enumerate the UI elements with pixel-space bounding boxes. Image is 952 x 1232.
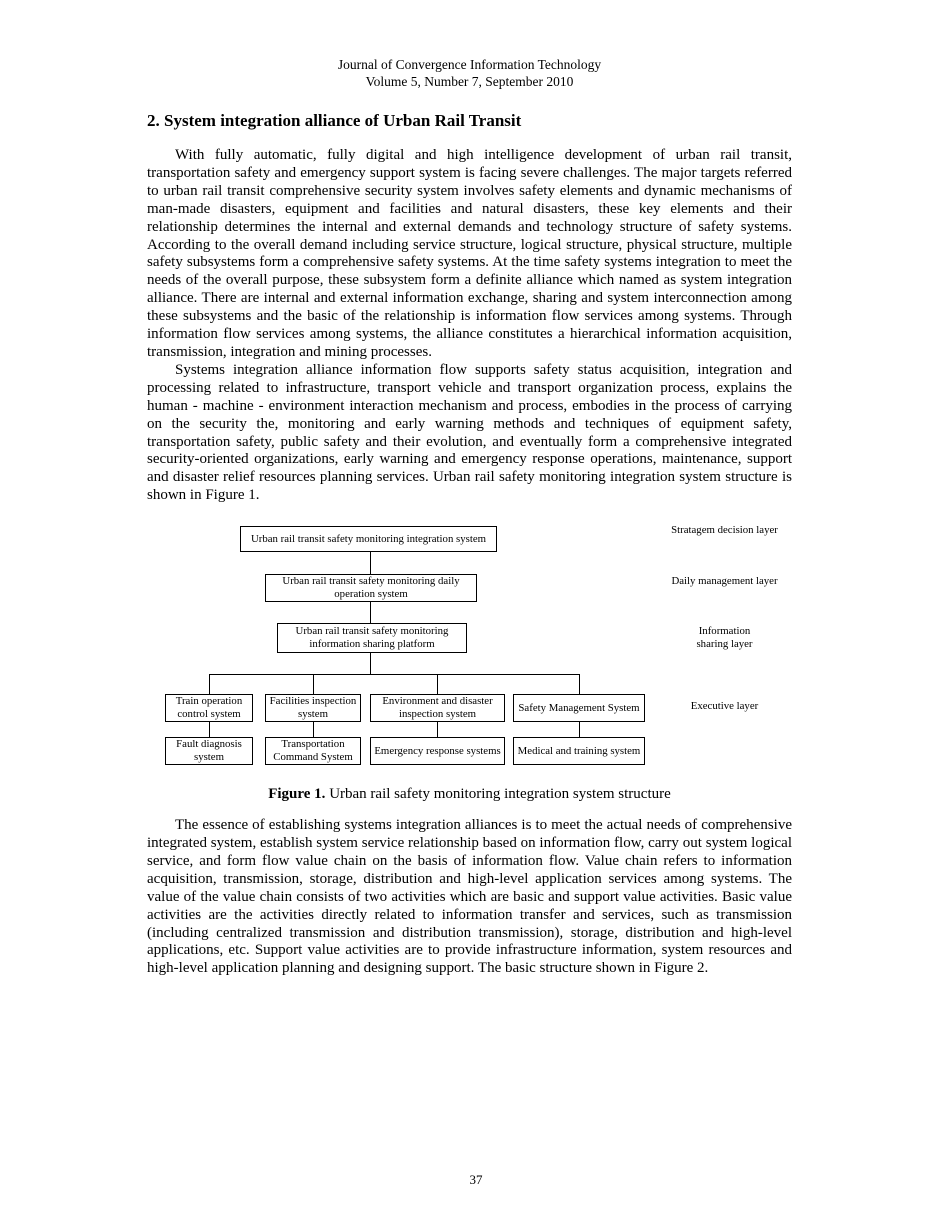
- box-fault-diagnosis: Fault diagnosis system: [165, 737, 253, 765]
- page-number: 37: [469, 1172, 483, 1187]
- box-train-operation-control: Train operation control system: [165, 694, 253, 722]
- box-daily-operation-system: Urban rail transit safety monitoring daily operation system: [265, 574, 477, 602]
- connector-line-drop-2: [313, 674, 314, 694]
- connector-line-main-vertical: [370, 552, 371, 674]
- page-content: [147, 0, 792, 978]
- figure1-diagram: [147, 519, 792, 779]
- box-medical-training: Medical and training system: [513, 737, 645, 765]
- figure1-caption: [147, 785, 792, 803]
- connector-line-link-4: [579, 722, 580, 737]
- box-transportation-command: Transportation Command System: [265, 737, 361, 765]
- connector-line-drop-4: [579, 674, 580, 694]
- connector-line-drop-3: [437, 674, 438, 694]
- paragraph-3: The essence of establishing systems integration alliances is to meet the actual needs of comprehensive integrated system, establish system service relationship based on information flow, carry out system logical service, and form flow value chain on the basis of information flow. Value chain refers to information acquisition, transmission, storage, distribution and high-level application services among systems. The value of the value chain consists of two activities which are basic and support value activities. Basic value activities are the activities directly related to information transfer and services, such as transmission (including centralized transmission and distribution transmission), storage, distribution and high-level applications, etc. Support value activities are to provide infrastructure information, system resources and high-level application planning and designing support. The basic structure shown in Figure 2.: [147, 817, 792, 977]
- connector-line-link-1: [209, 722, 210, 737]
- journal-header: [147, 0, 792, 90]
- section-heading: 2. System integration alliance of Urban Rail Transit: [147, 111, 522, 130]
- connector-line-drop-1: [209, 674, 210, 694]
- layer-label-daily-management: Daily management layer: [671, 575, 778, 588]
- connector-line-link-3: [437, 722, 438, 737]
- connector-line-link-2: [313, 722, 314, 737]
- paragraph-2: Systems integration alliance information flow supports safety status acquisition, integration and processing related to infrastructure, transport vehicle and transport organization process, explains the human - machine - environment interaction mechanism and process, embodies in the process of carrying on the security the, monitoring and early warning methods and techniques of equipment safety, transportation safety, public safety and their evolution, and eventually form a comprehensive integrated security-oriented organizations, early warning and emergency response operations, maintenance, support and disaster relief resources planning services. Urban rail safety monitoring integration system structure is shown in Figure 1.: [147, 361, 792, 504]
- journal-title: Journal of Convergence Information Technology: [337, 57, 602, 72]
- layer-label-executive: Executive layer: [690, 700, 759, 713]
- layer-label-stratagem-decision: Stratagem decision layer: [671, 524, 778, 537]
- journal-volume: Volume 5, Number 7, September 2010: [365, 73, 574, 89]
- connector-line-horizontal: [209, 674, 580, 675]
- box-emergency-response: Emergency response systems: [370, 737, 505, 765]
- box-integration-system: Urban rail transit safety monitoring integration system: [240, 526, 497, 552]
- box-information-sharing-platform: Urban rail transit safety monitoring information sharing platform: [277, 623, 467, 653]
- layer-label-information-sharing: Information sharing layer: [696, 625, 753, 651]
- box-environment-disaster-inspection: Environment and disaster inspection system: [370, 694, 505, 722]
- box-facilities-inspection: Facilities inspection system: [265, 694, 361, 722]
- paragraph-1: With fully automatic, fully digital and high intelligence development of urban rail transit, transportation safety and emergency support system is facing severe challenges. The major targets referred to urban rail transit comprehensive security system involves safety elements and dynamic mechanisms of man-made disasters, equipment and facilities and natural disasters, these key elements and their relationship determines the internal and external demands and technology structure of safety systems. According to the overall demand including service structure, logical structure, physical structure, multiple safety subsystems form a comprehensive safety systems. At the time safety systems integration to meet the needs of the overall purpose, these subsystem form a definite alliance which named as system integration alliance. There are internal and external information exchange, sharing and system interconnection among these subsystems and the basic of the relationship is information flow services among systems. Through information flow services among systems, the alliance constitutes a hierarchical information acquisition, transmission, integration and mining processes.: [147, 147, 792, 360]
- box-safety-management: Safety Management System: [513, 694, 645, 722]
- figure1-caption-label: Figure 1.: [268, 786, 326, 803]
- figure1-caption-text: Urban rail safety monitoring integration system structure: [325, 786, 671, 803]
